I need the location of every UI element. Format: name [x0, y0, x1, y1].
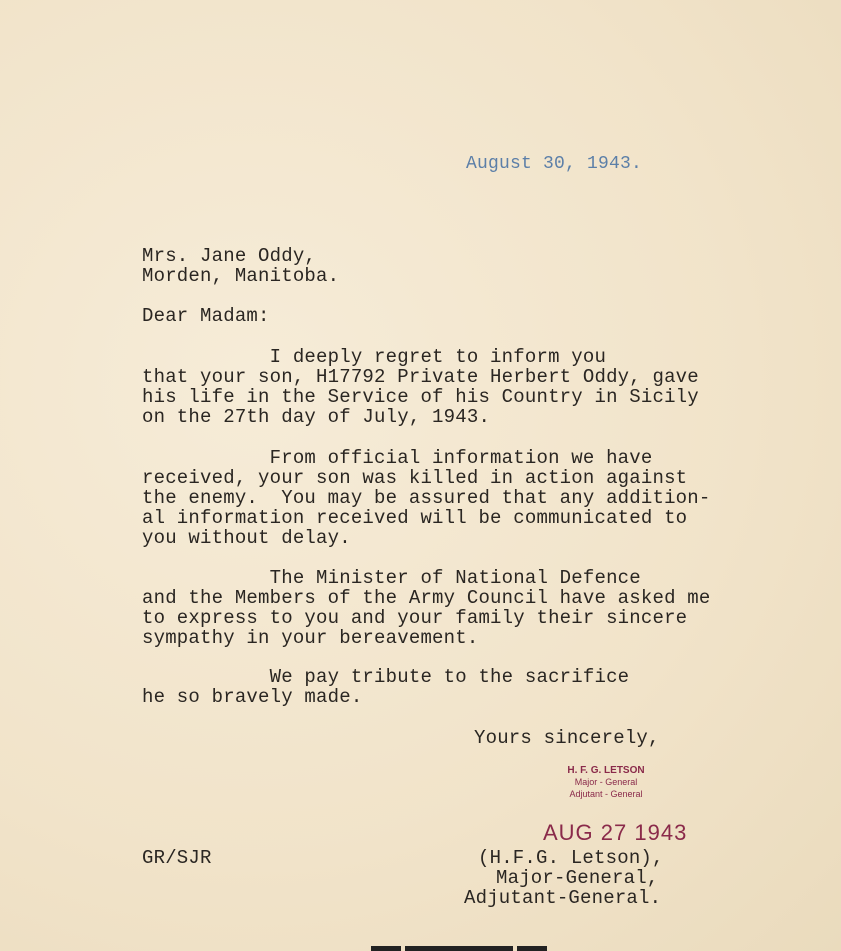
paragraph-3-line: to express to you and your family their sincere: [142, 607, 688, 629]
paragraph-1-line: that your son, H17792 Private Herbert Oddy, gave: [142, 366, 699, 388]
paragraph-2-line: From official information we have: [142, 447, 653, 469]
scan-edge: [371, 946, 401, 951]
paragraph-1-line: on the 27th day of July, 1943.: [142, 406, 491, 428]
paragraph-1-line: his life in the Service of his Country in Sicily: [142, 386, 699, 408]
signature-stamp-name: H. F. G. LETSON: [567, 765, 645, 776]
salutation: Dear Madam:: [142, 305, 270, 327]
reference-initials: GR/SJR: [142, 847, 212, 869]
paragraph-3-line: sympathy in your bereavement.: [142, 627, 479, 649]
signatory-rank: Major-General,: [496, 867, 659, 889]
signature-stamp-title: Adjutant - General: [569, 789, 643, 799]
paragraph-2-line: al information received will be communicated to: [142, 507, 688, 529]
signature-stamp-title: Major - General: [574, 777, 638, 787]
letter-date: August 30, 1943.: [466, 154, 643, 174]
signatory-title: Adjutant-General.: [464, 887, 662, 909]
closing: Yours sincerely,: [474, 727, 660, 749]
paragraph-3-line: and the Members of the Army Council have asked me: [142, 587, 711, 609]
received-date-stamp: AUG 27 1943: [543, 820, 688, 845]
paragraph-4-line: We pay tribute to the sacrifice: [142, 666, 630, 688]
signatory-name: (H.F.G. Letson),: [478, 847, 664, 869]
paragraph-2-line: received, your son was killed in action against: [142, 467, 688, 489]
scan-edge: [405, 946, 513, 951]
paragraph-3-line: The Minister of National Defence: [142, 567, 641, 589]
recipient-address: Morden, Manitoba.: [142, 265, 340, 287]
scan-edge: [517, 946, 547, 951]
paragraph-2-line: the enemy. You may be assured that any addition-: [142, 487, 711, 509]
paragraph-2-line: you without delay.: [142, 527, 351, 549]
recipient-name: Mrs. Jane Oddy,: [142, 245, 317, 267]
paragraph-1-line: I deeply regret to inform you: [142, 346, 607, 368]
paragraph-4-line: he so bravely made.: [142, 686, 363, 708]
